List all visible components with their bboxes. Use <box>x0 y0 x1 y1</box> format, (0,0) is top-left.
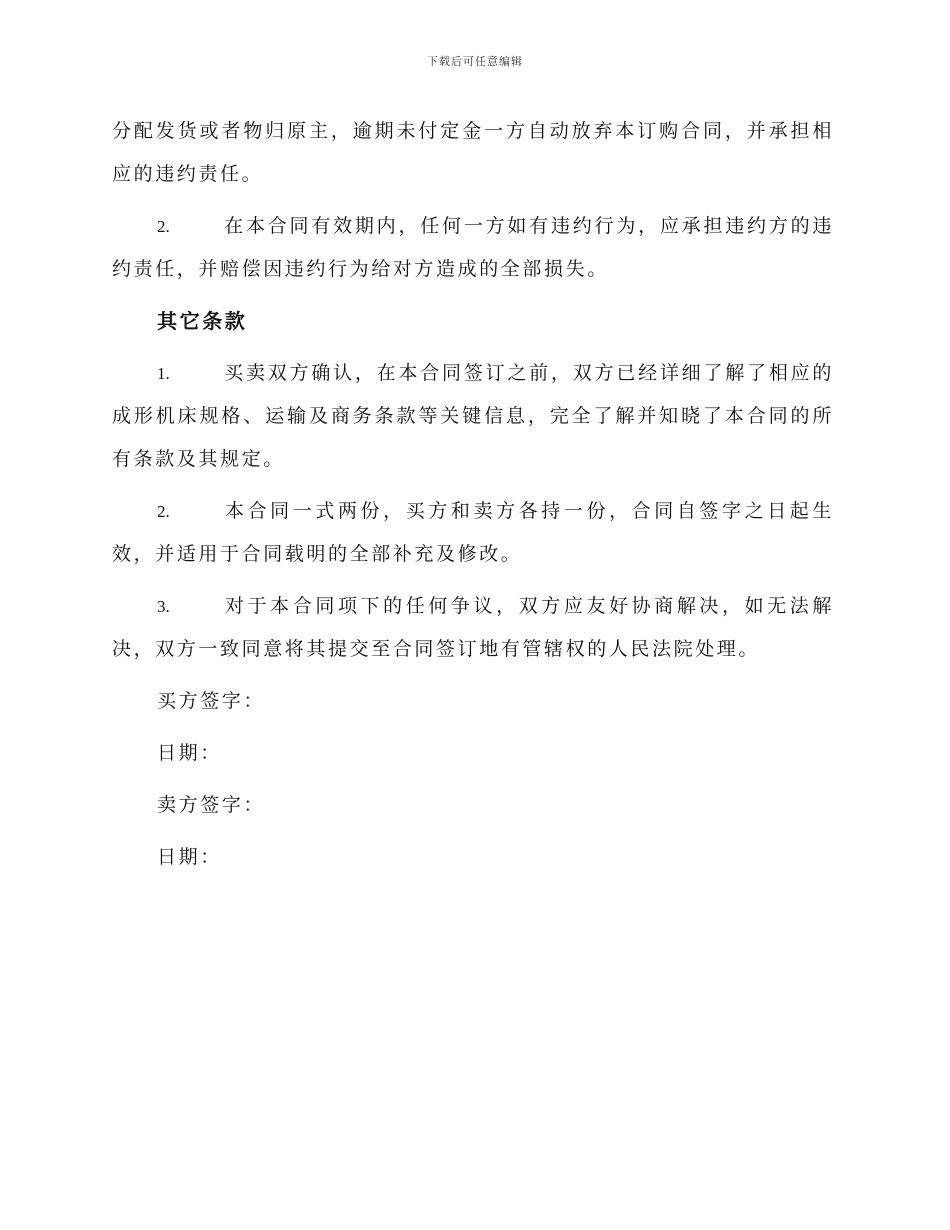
other-terms-item-1 <box>112 352 834 481</box>
section-title-other-terms: 其它条款 <box>157 309 248 333</box>
item-number: 1. <box>157 364 170 383</box>
item-text: 本合同一式两份，买方和卖方各持一份，合同自签字之日起生效，并适用于合同载明的全部补充及修改。 <box>112 500 834 565</box>
breach-clause-item <box>112 205 834 291</box>
other-terms-item-3 <box>112 585 834 671</box>
seller-signature-label: 卖方签字： <box>157 794 266 816</box>
document-body <box>112 110 834 888</box>
breach-clause-number: 2. <box>157 217 170 236</box>
page-header-note: 下载后可任意编辑 <box>427 55 523 68</box>
item-text: 对于本合同项下的任何争议，双方应友好协商解决，如无法解决，双方一致同意将其提交至合同签订地有管辖权的人民法院处理。 <box>112 595 834 660</box>
buyer-signature-label: 买方签字： <box>157 690 266 712</box>
seller-date-label: 日期： <box>157 846 222 868</box>
buyer-date-label: 日期： <box>157 742 222 764</box>
intro-paragraph: 分配发货或者物归原主，逾期未付定金一方自动放弃本订购合同，并承担相应的违约责任。 <box>112 120 834 185</box>
item-number: 2. <box>157 502 170 521</box>
item-number: 3. <box>157 597 170 616</box>
other-terms-item-2 <box>112 490 834 576</box>
breach-clause-text: 在本合同有效期内，任何一方如有违约行为，应承担违约方的违约责任，并赔偿因违约行为给对方造成的全部损失。 <box>112 215 834 280</box>
item-text: 买卖双方确认，在本合同签订之前，双方已经详细了解了相应的成形机床规格、运输及商务条款等关键信息，完全了解并知晓了本合同的所有条款及其规定。 <box>112 362 834 470</box>
